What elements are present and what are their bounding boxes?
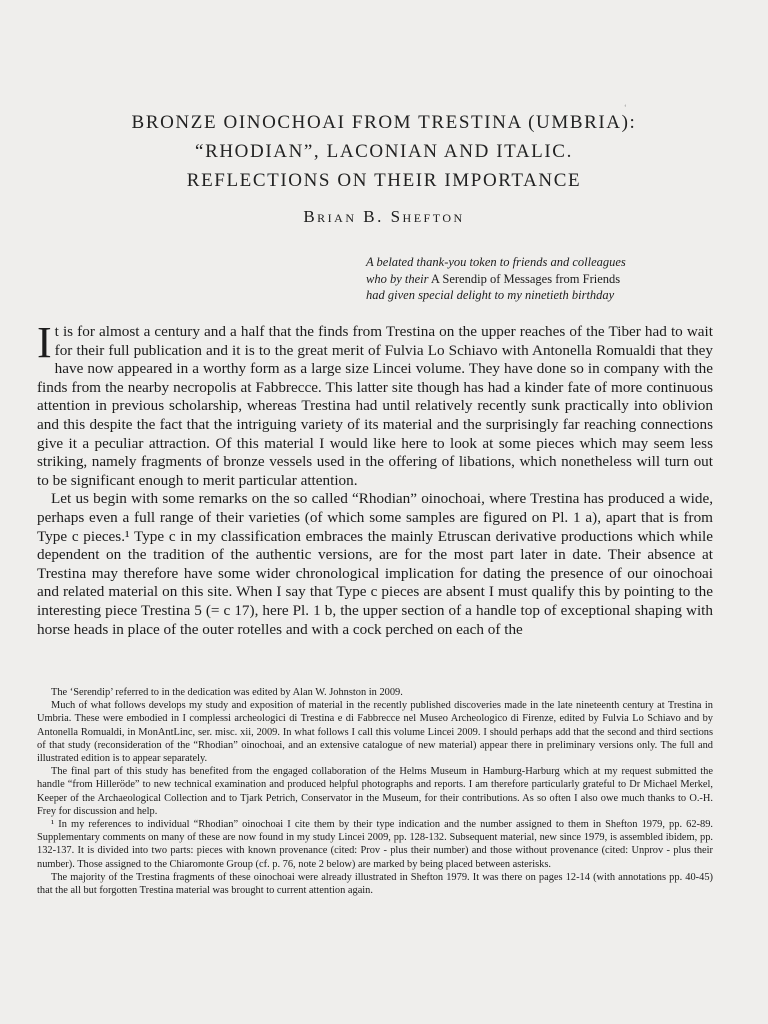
footnote-lincei: Much of what follows develops my study and exposition of material in the recently published discoveries made in the late nineteenth century at Trestina in Umbria. These were embodied in I complessi archeologici di Trestina e di Fabbrecce nel Museo Archeologico di Firenze, edited by Fulvia Lo Schiavo and by Antonella Romualdi, in MonAntLinc, ser. misc. xii, 2009. In what follows I call this volume Lincei 2009. I should perhaps add that the second and third sections of that study (reconsideration of the “Rhodian” oinochoai, and an extensive catalogue of new material) appear there in preliminary versions only. The full and illustrated edition is to appear separately. — [37, 700, 713, 765]
footnote-acknowledgements: The final part of this study has benefited from the engaged collaboration of the Helms Museum in Hamburg-Harburg which at my request submitted the handle “from Hilleröde” to new technical examination and produced helpful photographs and reports. I am therefore particularly grateful to Dr Michael Merkel, Keeper of the Archaeological Collection and to Tjark Petrich, Conservator in the Museum, for their contributions. As so often I also owe much thanks to O.-H. Frey for discussion and help. — [37, 766, 713, 817]
page-speck: ʻ — [624, 103, 627, 112]
footnote-1: ¹ In my references to individual “Rhodian” oinochoai I cite them by their type indication and the number assigned to them in Shefton 1979, pp. 62-89. Supplementary comments on many of these are now found in my study Lincei 2009, pp. 128-132. Subsequent material, new since 1979, is assembled ibidem, pp. 132-137. It is divided into two parts: pieces with known provenance (cited: Prov - plus their number) and those without provenance (cited: Unprov - plus their number). Those assigned to the Chiaromonte Group (cf. p. 76, note 2 below) are marked by being placed between asterisks. — [37, 819, 713, 870]
footnote-serendip: The ‘Serendip’ referred to in the dedication was edited by Alan W. Johnston in 2009. — [51, 687, 403, 698]
article-title — [0, 108, 768, 195]
drop-cap: I — [37, 318, 52, 367]
title-line-2: “RHODIAN”, LACONIAN AND ITALIC. — [195, 141, 573, 162]
paragraph-1-text: t is for almost a century and a half that the finds from Trestina on the upper reaches of the Tiber had to wait for their full publication and it is to the great merit of Fulvia Lo Schiavo with Antonella Romualdi that they have now appeared in a worthy form as a large size Lincei volume. They have done so in company with the finds from the nearby necropolis at Fabbrecce. This latter site though has had a kinder fate of more continuous attention in previous scholarship, whereas Trestina had until relatively recently sunk practically into oblivion and this despite the fact that the intriguing variety of its material and the surprisingly far reaching connections give it a peculiar attraction. Of this material I would like here to look at some pieces which may seem less striking, namely fragments of bronze vessels used in the offering of libations, which nonetheless will turn out to be significant enough to merit particular attention. — [37, 323, 713, 489]
author-name: Brian B. Shefton — [303, 207, 465, 226]
dedication-line-2-italic: who by their — [366, 271, 429, 286]
title-line-3: REFLECTIONS ON THEIR IMPORTANCE — [186, 170, 582, 191]
dedication-line-2 — [366, 271, 696, 288]
title-line-1: BRONZE OINOCHOAI FROM TRESTINA (UMBRIA): — [131, 112, 637, 133]
dedication-book-title: A Serendip of Messages from Friends — [428, 271, 621, 286]
footnote-1-continued: The majority of the Trestina fragments of these oinochoai were already illustrated in Shefton 1979. It was there on pages 12-14 (with annotations pp. 40-45) that the all but forgotten Trestina material was brought to current attention again. — [37, 871, 713, 897]
dedication-line-1: A belated thank-you token to friends and colleagues — [366, 255, 626, 269]
paragraph-2: Let us begin with some remarks on the so called “Rhodian” oinochoai, where Trestina has produced a wide, perhaps even a full range of their varieties (of which some samples are figured on Pl. 1 a), apart that is from Type c pieces.¹ Type c in my classification embraces the mainly Etruscan derivative productions which while dependent on the tradition of the authentic versions, are for the most part later in date. Their absence at Trestina may therefore have some wider chronological implication for dating the presence of our oinochoai and related material on this site. When I say that Type c pieces are absent I must qualify this by pointing to the interesting piece Trestina 5 (= c 17), here Pl. 1 b, the upper section of a handle top of exceptional shaping with horse heads in place of the outer rotelles and with a cock perched on each of the — [37, 490, 713, 638]
footnotes — [37, 686, 713, 897]
dedication-line-3: had given special delight to my ninetieth birthday — [366, 288, 615, 302]
dedication — [366, 254, 696, 304]
paragraph-1 — [37, 318, 713, 490]
main-text — [37, 318, 713, 639]
